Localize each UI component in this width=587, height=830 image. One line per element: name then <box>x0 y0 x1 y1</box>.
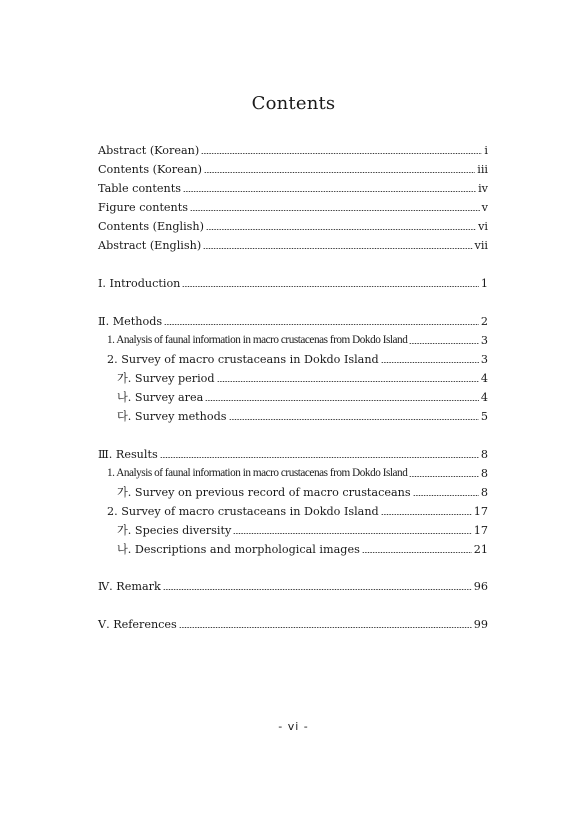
toc-entry-abstract-english[interactable] <box>98 235 488 252</box>
toc-entry-page: 17 <box>473 505 488 518</box>
toc-entry-page: 2 <box>480 315 488 328</box>
toc-entry-page: 8 <box>480 467 488 480</box>
toc-entry-species-diversity[interactable] <box>117 520 488 537</box>
toc-entry-label: 2. Survey of macro crustaceans in Dokdo Island <box>107 505 379 518</box>
toc-entry-page: v <box>481 201 488 214</box>
toc-entry-label: Abstract (English) <box>98 239 202 252</box>
toc-entry-table-contents[interactable] <box>98 178 488 195</box>
toc-entry-label: Abstract (Korean) <box>98 144 200 157</box>
toc-entry-results[interactable] <box>98 444 488 461</box>
dot-leader <box>190 210 480 211</box>
toc-entry-figure-contents[interactable] <box>98 197 488 214</box>
dot-leader <box>203 248 472 249</box>
dot-leader <box>229 419 479 420</box>
toc-entry-label: 2. Survey of macro crustaceans in Dokdo Island <box>107 353 379 366</box>
dot-leader <box>204 172 475 173</box>
toc-entry-contents-korean[interactable] <box>98 159 488 176</box>
toc-entry-page: 96 <box>473 580 488 593</box>
toc-entry-label: Table contents <box>98 182 181 195</box>
toc-entry-page: 17 <box>473 524 488 537</box>
toc-entry-page: 99 <box>473 618 488 631</box>
toc-entry-page: iv <box>478 182 488 195</box>
toc-entry-label: Ⅱ. Methods <box>98 315 163 328</box>
dot-leader <box>160 457 479 458</box>
toc-entry-page: 8 <box>480 448 488 461</box>
dot-leader <box>381 514 472 515</box>
toc-entry-label: Ⅳ. Remark <box>98 580 161 593</box>
toc-entry-page: 4 <box>480 372 488 385</box>
toc-entry-methods-survey[interactable] <box>107 349 488 366</box>
toc-entry-survey-methods[interactable] <box>117 406 488 423</box>
toc-entry-label: 가. Survey on previous record of macro crustaceans <box>117 486 411 499</box>
toc-entry-label: Ⅲ. Results <box>98 448 158 461</box>
toc-entry-remark[interactable] <box>98 576 488 593</box>
toc-entry-label: Contents (Korean) <box>98 163 202 176</box>
toc-entry-page: 5 <box>480 410 488 423</box>
dot-leader <box>413 495 479 496</box>
dot-leader <box>381 362 479 363</box>
dot-leader <box>217 381 479 382</box>
dot-leader <box>409 343 479 344</box>
toc-entry-label: Ⅰ. Introduction <box>98 277 181 290</box>
toc-entry-label: Contents (English) <box>98 220 204 233</box>
toc-entry-page: 4 <box>480 391 488 404</box>
toc-entry-page: i <box>484 144 488 157</box>
toc-entry-page: 21 <box>473 543 488 556</box>
toc-entry-page: 8 <box>480 486 488 499</box>
toc-entry-references[interactable] <box>98 614 488 631</box>
toc-entry-page: vi <box>478 220 488 233</box>
dot-leader <box>233 533 471 534</box>
toc-entry-results-faunal-analysis[interactable] <box>107 463 488 480</box>
dot-leader <box>183 191 476 192</box>
dot-leader <box>179 627 472 628</box>
dot-leader <box>182 286 478 287</box>
dot-leader <box>409 476 479 477</box>
toc-entry-label: 가. Species diversity <box>117 524 232 537</box>
toc-entry-label: 나. Descriptions and morphological images <box>117 543 360 556</box>
toc-entry-label: Figure contents <box>98 201 188 214</box>
toc-entry-contents-english[interactable] <box>98 216 488 233</box>
toc-entry-page: iii <box>477 163 488 176</box>
toc-entry-label: 1. Analysis of faunal information in macro crustacenas from Dokdo Island <box>107 467 408 479</box>
toc-entry-survey-area[interactable] <box>117 387 488 404</box>
toc-entry-survey-period[interactable] <box>117 368 488 385</box>
toc-entry-previous-record[interactable] <box>117 482 488 499</box>
page-number-footer: - vi - <box>278 720 309 733</box>
dot-leader <box>205 400 479 401</box>
toc-entry-page: 3 <box>480 334 488 347</box>
toc-entry-label: 나. Survey area <box>117 391 204 404</box>
toc-entry-abstract-korean[interactable] <box>98 140 488 157</box>
page-title: Contents <box>251 93 336 114</box>
toc-entry-results-survey[interactable] <box>107 501 488 518</box>
dot-leader <box>163 589 472 590</box>
toc-entry-page: vii <box>474 239 488 252</box>
dot-leader <box>206 229 476 230</box>
toc-entry-methods[interactable] <box>98 311 488 328</box>
toc-entry-label: 1. Analysis of faunal information in macro crustacenas from Dokdo Island <box>107 334 408 346</box>
toc-entry-label: Ⅴ. References <box>98 618 177 631</box>
dot-leader <box>362 552 472 553</box>
toc-entry-introduction[interactable] <box>98 273 488 290</box>
toc-entry-methods-faunal-analysis[interactable] <box>107 330 488 347</box>
toc-entry-page: 3 <box>480 353 488 366</box>
toc-entry-descriptions[interactable] <box>117 539 488 556</box>
dot-leader <box>164 324 479 325</box>
toc-entry-page: 1 <box>480 277 488 290</box>
dot-leader <box>201 153 482 154</box>
toc-entry-label: 가. Survey period <box>117 372 215 385</box>
toc-entry-label: 다. Survey methods <box>117 410 227 423</box>
